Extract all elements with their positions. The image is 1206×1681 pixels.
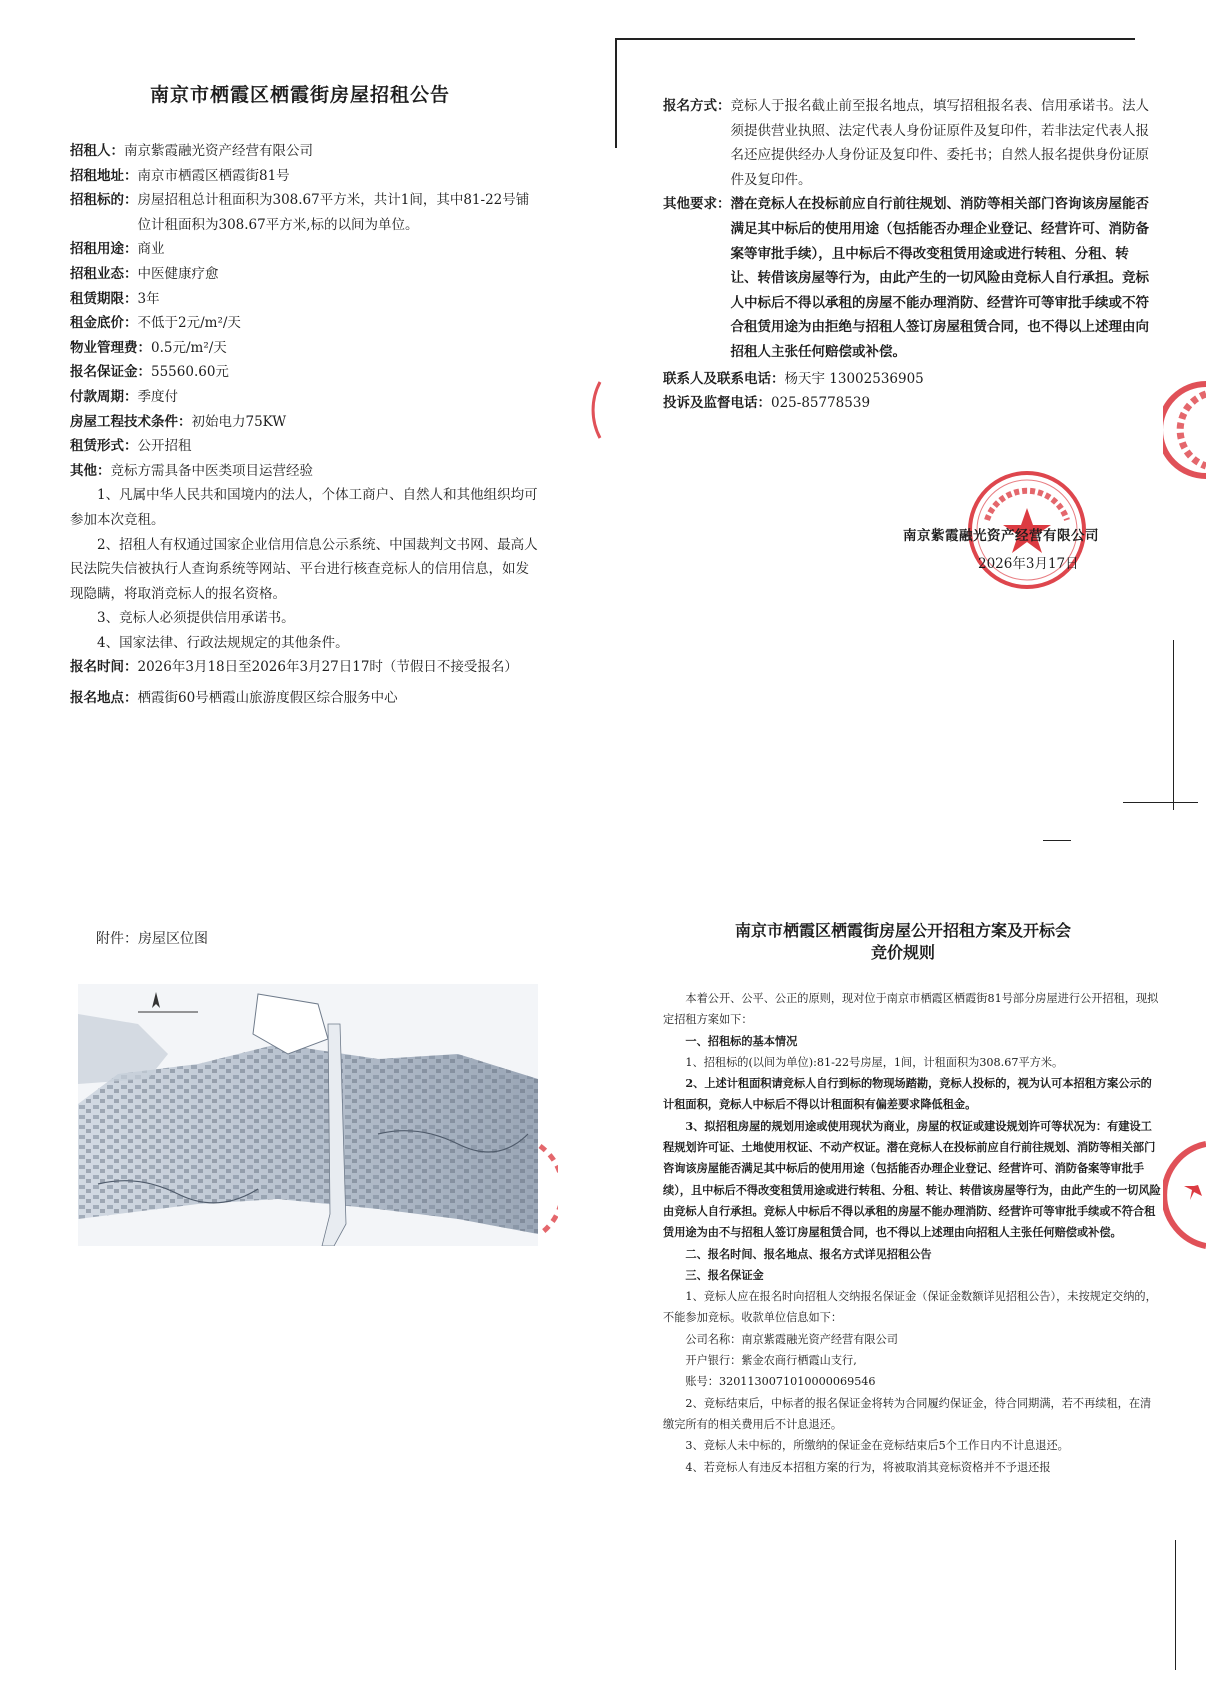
page-tender-plan [603,840,1206,1681]
page-frame-mark [1043,840,1071,841]
plan-intro: 本着公开、公平、公正的原则，现对位于南京市栖霞区栖霞街81号部分房屋进行公开招租，现拟定招租方案如下： [663,992,1159,1027]
section-heading: 一、招租标的基本情况 [685,1033,798,1048]
announcement-body [70,139,540,711]
seal-edge-mark [1163,380,1206,480]
plan-body [663,988,1161,1478]
announcement-continued-body [663,94,1151,416]
plan-paragraph: 4、若竞标人有违反本招租方案的行为，将被取消其竞标资格并不予退还报 [685,1460,1051,1474]
bank-account: 账号：3201130071010000069546 [685,1375,876,1389]
page-frame-top [615,38,1135,40]
page-frame-mark [1123,802,1198,803]
registration-method: 报名方式： 竞标人于报名截止前至报名地点，填写招租报名表、信用承诺书。法人须提供营业执照、法定代表人身份证原件及复印件，若非法定代表人报名还应提供经办人身份证及复印件、委托书；自然人报名提供身份证原件及复印件。 [663,98,1149,188]
other-item: 3、竞标人必须提供信用承诺书。 [97,610,295,627]
plan-paragraph: 3、拟招租房屋的规划用途或使用现状为商业，房屋的权证或建设规划许可等状况为：有建设工程规划许可证、土地使用权证、不动产权证。潜在竞标人在投标前应自行前往规划、消防等相关部门咨询该房屋能否满足其中标后的使用用途（包括能否办理企业登记、经营许可、消防备案等审批手续），且中标后不得改变租赁用途或进行转租、分租、转让、转借该房屋等行为，由此产生的一切风险由竞标人自行承担。竞标人中标后不得以承租的房屋不能办理消防、经营许可等审批手续或不符合租赁用途为由不与招租人签订房屋租赁合同，也不得以上述理由向招租人主张任何赔偿或补偿。 [663,1118,1161,1240]
other-item: 1、凡属中华人民共和国境内的法人，个体工商户、自然人和其他组织均可参加本次竞租。 [70,487,538,528]
field-row: 租赁形式： 公开招租 [70,438,192,455]
attachment-title: 附件：房屋区位图 [96,931,208,947]
page-attachment-map [0,840,603,1681]
field-row: 招租业态： 中医健康疗愈 [70,265,219,282]
plan-paragraph: 1、竞标人应在报名时向招租人交纳报名保证金（保证金数额详见招租公告），未按规定交纳的，不能参加竞标。收款单位信息如下： [663,1290,1157,1325]
page-announcement [0,0,603,840]
other-requirements: 其他要求： 潜在竞标人在投标前应自行前往规划、消防等相关部门咨询该房屋能否满足其中标后的使用用途（包括能否办理企业登记、经营许可、消防备案等审批手续），且中标后不得改变租赁用途或进行转租、分租、转让、转借该房屋等行为，由此产生的一切风险由竞标人自行承担。竞标人中标后不得以承租的房屋不能办理消防、经营许可等审批手续或不符合租赁用途为由拒绝与招租人签订房屋租赁合同，也不得以上述理由向招租人主张任何赔偿或补偿。 [663,196,1149,360]
bank-company: 公司名称：南京紫霞融光资产经营有限公司 [685,1332,898,1346]
field-row: 付款周期： 季度付 [70,388,178,405]
page-frame-right [1173,640,1174,810]
field-row: 租赁期限： 3年 [70,290,160,307]
plan-title: 南京市栖霞区栖霞街房屋公开招租方案及开标会 竞价规则 [734,921,1071,962]
field-row: 招租用途： 商业 [70,241,165,258]
registration-time: 报名时间： 2026年3月18日至2026年3月27日17时（节假日不接受报名） [70,659,518,676]
field-row: 招租人： 南京紫霞融光资产经营有限公司 [70,143,313,159]
field-row: 报名保证金： 55560.60元 [70,364,229,381]
registration-place: 报名地点： 栖霞街60号栖霞山旅游度假区综合服务中心 [70,690,398,707]
field-row: 物业管理费： 0.5元/m²/天 [70,339,227,356]
page-announcement-continued [603,0,1206,840]
page-frame-left [615,38,617,148]
plan-paragraph: 1、招租标的(以间为单位):81-22号房屋，1间，计租面积为308.67平方米。 [685,1055,1064,1069]
other-item: 4、国家法律、行政法规规定的其他条件。 [97,634,349,651]
issuer-company: 南京紫霞融光资产经营有限公司 [903,528,1099,544]
plan-paragraph: 2、上述计租面积请竞标人自行到标的物现场踏勘，竞标人投标的，视为认可本招租方案公示的计租面积，竞标人中标后不得以计租面积有偏差要求降低租金。 [663,1076,1152,1112]
field-row: 其他： 竞标方需具备中医类项目运营经验 [70,462,313,479]
section-heading: 二、报名时间、报名地点、报名方式详见招租公告 [685,1246,932,1261]
seal-edge-mark [538,1140,558,1240]
field-row: 招租标的： 房屋招租总计租面积为308.67平方米，共计1间，其中81-22号铺位计租面积为308.67平方米,标的以间为单位。 [70,192,530,233]
contact-line: 联系人及联系电话：杨天宇 13002536905 [663,370,924,387]
seal-edge-mark [574,380,603,440]
field-row: 房屋工程技术条件： 初始电力75KW [70,413,287,430]
plan-paragraph: 3、竞标人未中标的，所缴纳的保证金在竞标结束后5个工作日内不计息退还。 [685,1439,1069,1453]
plan-paragraph: 2、竞标结束后，中标者的报名保证金将转为合同履约保证金，待合同期满，若不再续租，在清缴完所有的相关费用后不计息退还。 [663,1396,1152,1431]
bank-name: 开户银行：紫金农商行栖霞山支行, [685,1354,857,1368]
complaint-line: 投诉及监督电话：025-85778539 [663,395,871,412]
field-row: 招租地址： 南京市栖霞区栖霞街81号 [70,167,290,184]
seal-edge-mark [1163,1140,1206,1250]
section-heading: 三、报名保证金 [685,1267,764,1282]
location-map [78,984,538,1246]
issue-date: 2026年3月17日 [978,556,1079,572]
other-item: 2、招租人有权通过国家企业信用信息公示系统、中国裁判文书网、最高人民法院失信被执行人查询系统等网站、平台进行核查竞标人的信用信息，如发现隐瞒，将取消竞标人的报名资格。 [70,536,538,602]
announcement-title: 南京市栖霞区栖霞街房屋招租公告 [149,84,450,106]
field-row: 租金底价： 不低于2元/m²/天 [70,315,241,332]
page-frame-right [1175,1540,1176,1670]
